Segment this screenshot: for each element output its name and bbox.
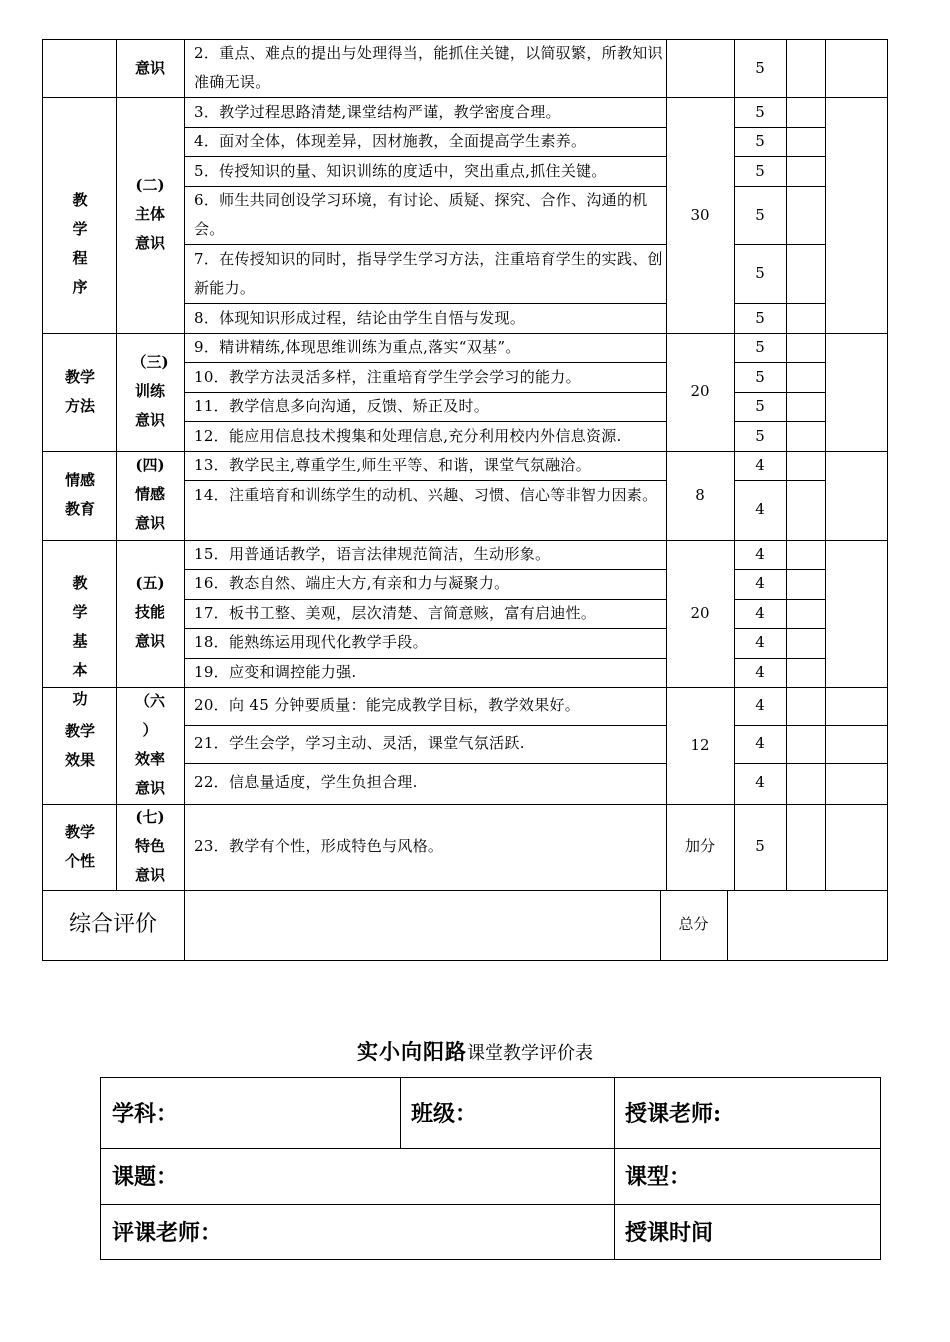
subject-label: 学科： <box>112 1101 179 1127</box>
teacher-label: 授课老师: <box>625 1101 722 1127</box>
subtotal-bonus: 加分 <box>684 837 715 855</box>
school-name: 实小向阳路 <box>357 1039 467 1064</box>
score-5: 5 <box>755 162 765 180</box>
score-17: 4 <box>755 604 765 622</box>
score-21: 4 <box>755 734 765 752</box>
criterion-13: 13．教学民主,尊重学生,师生平等、和谐，课堂气氛融洽。 <box>194 456 592 474</box>
criterion-19: 19．应变和调控能力强. <box>194 663 357 681</box>
criterion-9: 9．精讲精练,体现思维训练为重点,落实“双基”。 <box>194 338 521 356</box>
criterion-17: 17．板书工整、美观，层次清楚、言简意赅，富有启迪性。 <box>194 604 597 622</box>
score-13: 4 <box>755 456 765 474</box>
criterion-18: 18．能熟练运用现代化教学手段。 <box>194 633 428 651</box>
category-basic-skill: 教 学 基 本 功 <box>72 574 88 708</box>
score-9: 5 <box>755 338 765 356</box>
category-method: 教学 方法 <box>64 368 95 415</box>
subtotal-method: 20 <box>690 382 710 400</box>
subtotal-emotion: 8 <box>695 486 705 504</box>
score-10: 5 <box>755 368 765 386</box>
score-19: 4 <box>755 663 765 681</box>
subtotal-procedure: 30 <box>690 206 710 224</box>
score-23: 5 <box>755 837 765 855</box>
total-score-label: 总分 <box>678 915 709 933</box>
form-title <box>0 1036 950 1066</box>
criterion-14: 14．注重培育和训练学生的动机、兴趣、习惯、信心等非智力因素。 <box>194 486 658 504</box>
criterion-12: 12．能应用信息技术搜集和处理信息,充分利用校内外信息资源. <box>194 427 622 445</box>
criterion-10: 10．教学方法灵活多样，注重培育学生学会学习的能力。 <box>194 368 581 386</box>
topic-label: 课题： <box>112 1164 179 1190</box>
score-6: 5 <box>755 206 765 224</box>
score-16: 4 <box>755 574 765 592</box>
awareness-3: （三) 训练 意识 <box>131 353 169 429</box>
awareness-1: 意识 <box>134 59 165 77</box>
score-8: 5 <box>755 309 765 327</box>
form-title-text: 课堂教学评价表 <box>467 1043 593 1064</box>
criterion-21: 21．学生会学，学习主动、灵活，课堂气氛活跃. <box>194 734 525 752</box>
criterion-23: 23．教学有个性，形成特色与风格。 <box>194 837 444 855</box>
awareness-4: (四) 情感 意识 <box>134 456 165 532</box>
criterion-11: 11．教学信息多向沟通，反馈、矫正及时。 <box>194 397 490 415</box>
total-score-field[interactable] <box>728 891 887 960</box>
criterion-6: 6．师生共同创设学习环境，有讨论、质疑、探究、合作、沟通的机会。 <box>194 191 648 238</box>
score-4: 5 <box>755 132 765 150</box>
criterion-16: 16．教态自然、端庄大方,有亲和力与凝聚力。 <box>194 574 510 592</box>
lesson-time-label: 授课时间 <box>625 1220 714 1246</box>
criterion-8: 8．体现知识形成过程，结论由学生自悟与发现。 <box>194 309 526 327</box>
category-procedure: 教 学 程 序 <box>72 191 88 296</box>
category-emotion: 情感 教育 <box>64 471 95 518</box>
criterion-22: 22．信息量适度，学生负担合理. <box>194 773 418 791</box>
awareness-2: (二) 主体 意识 <box>134 176 165 252</box>
score-12: 5 <box>755 427 765 445</box>
overall-evaluation-label: 综合评价 <box>68 912 157 937</box>
subtotal-basic-skill: 20 <box>690 604 710 622</box>
score-15: 4 <box>755 545 765 563</box>
score-20: 4 <box>755 696 765 714</box>
score-14: 4 <box>755 500 765 518</box>
score-3: 5 <box>755 103 765 121</box>
criterion-2: 2．重点、难点的提出与处理得当，能抓住关键，以简驭繁，所教知识准确无误。 <box>194 44 663 91</box>
evaluator-label: 评课老师： <box>112 1220 223 1246</box>
score-2: 5 <box>755 59 765 77</box>
score-22: 4 <box>755 773 765 791</box>
subtotal-effect: 12 <box>690 736 710 754</box>
overall-evaluation-field[interactable] <box>185 891 660 960</box>
score-7: 5 <box>755 264 765 282</box>
category-personality: 教学 个性 <box>64 823 95 870</box>
score-11: 5 <box>755 397 765 415</box>
awareness-5: (五) 技能 意识 <box>134 574 165 650</box>
criterion-4: 4．面对全体，体现差异，因材施教，全面提高学生素养。 <box>194 132 587 150</box>
category-effect: 教学 效果 <box>64 722 95 769</box>
awareness-7: (七) 特色 意识 <box>134 808 165 884</box>
criterion-5: 5．传授知识的量、知识训练的度适中，突出重点,抓住关键。 <box>194 162 607 180</box>
awareness-6: （六 ） 效率 意识 <box>134 692 165 797</box>
lesson-type-label: 课型： <box>625 1164 692 1190</box>
class-label: 班级： <box>411 1101 478 1127</box>
score-18: 4 <box>755 633 765 651</box>
criterion-20: 20．向 45 分钟要质量：能完成教学目标，教学效果好。 <box>194 696 581 714</box>
criterion-15: 15．用普通话教学，语言法律规范简洁，生动形象。 <box>194 545 551 563</box>
criterion-7: 7．在传授知识的同时，指导学生学习方法，注重培育学生的实践、创新能力。 <box>194 250 663 297</box>
criterion-3: 3．教学过程思路清楚,课堂结构严谨，教学密度合理。 <box>194 103 561 121</box>
